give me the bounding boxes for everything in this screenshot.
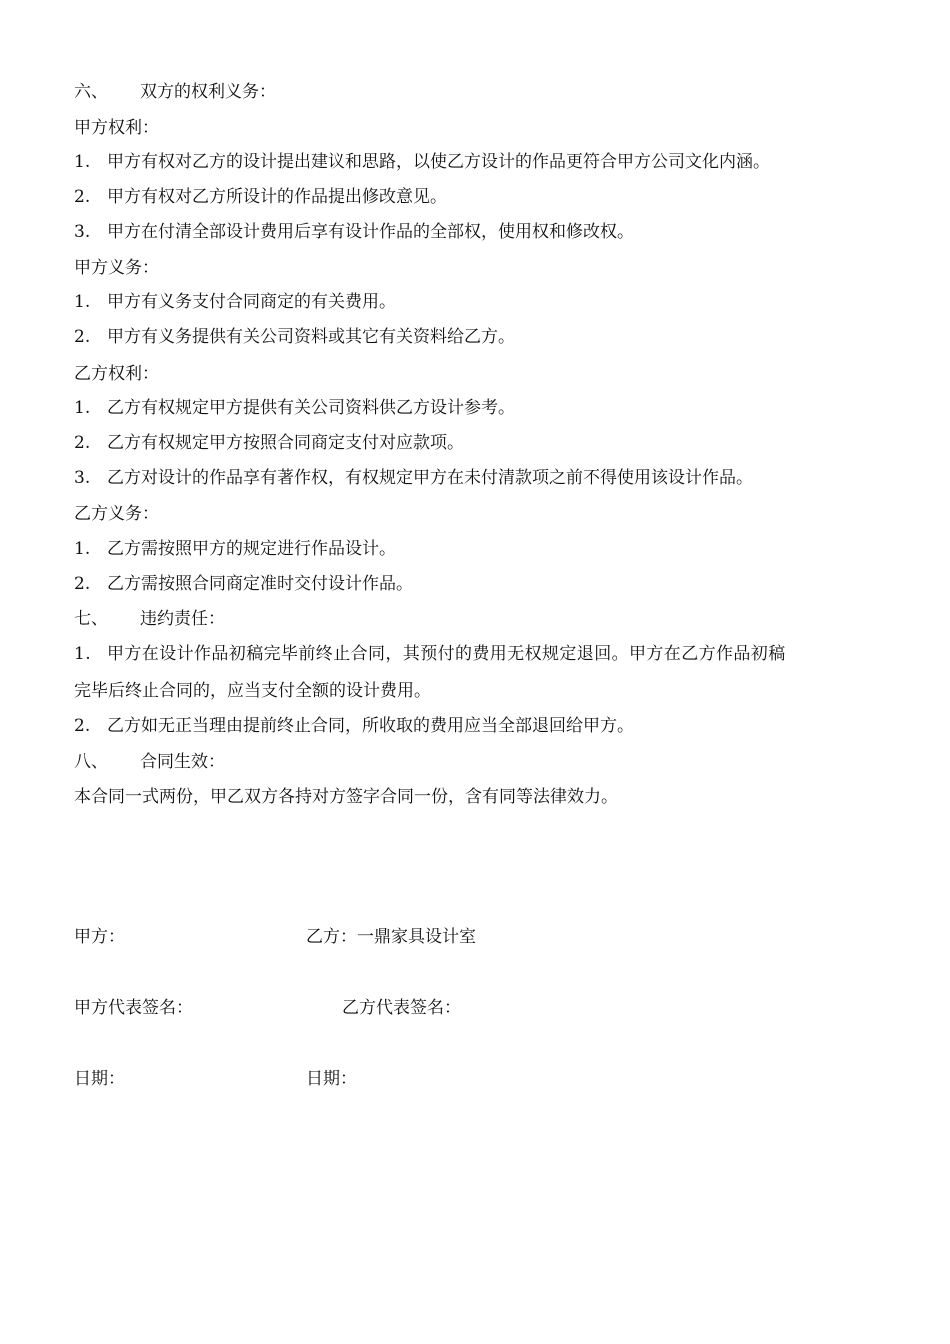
item-number: 1. [74,152,91,172]
item-text: 乙方有权规定甲方提供有关公司资料供乙方设计参考。 [107,398,515,418]
item-number: 2. [74,433,91,453]
list-item [74,290,396,314]
item-number: 3. [74,468,91,488]
party-b-label: 乙方：一鼎家具设计室 [306,927,476,947]
list-item [74,431,464,455]
item-text: 乙方需按照合同商定准时交付设计作品。 [107,574,413,594]
item-text: 乙方需按照甲方的规定进行作品设计。 [107,539,396,559]
section-6-heading [74,80,276,104]
party-b-date: 日期： [306,1069,357,1089]
item-number: 1. [74,292,91,312]
section-title: 违约责任： [140,609,225,629]
item-number: 1. [74,539,91,559]
item-text: 乙方如无正当理由提前终止合同，所收取的费用应当全部退回给甲方。 [107,716,634,736]
item-number: 3. [74,222,91,242]
item-text: 甲方有权对乙方所设计的作品提出修改意见。 [107,187,447,207]
section-number: 八、 [74,752,108,772]
list-item [74,537,396,561]
item-number: 2. [74,187,91,207]
section-8-heading [74,750,225,774]
list-item [74,466,753,490]
list-item [74,572,413,596]
item-text: 乙方对设计的作品享有著作权，有权规定甲方在未付清款项之前不得使用该设计作品。 [107,468,753,488]
party-a-rep-signature: 甲方代表签名： [74,998,193,1018]
party-a-rights-heading: 甲方权利： [74,118,159,138]
item-text: 甲方在设计作品初稿完毕前终止合同，其预付的费用无权规定退回。甲方在乙方作品初稿 [107,644,786,664]
section-7-heading [74,607,225,631]
item-number: 2. [74,574,91,594]
item-text: 甲方有权对乙方的设计提出建议和思路，以使乙方设计的作品更符合甲方公司文化内涵。 [107,152,770,172]
item-text: 甲方有义务提供有关公司资料或其它有关资料给乙方。 [107,327,515,347]
section-number: 七、 [74,609,108,629]
party-b-duties-heading: 乙方义务： [74,504,159,524]
item-number: 2. [74,716,91,736]
list-item [74,185,447,209]
party-b-rep-signature: 乙方代表签名： [342,998,461,1018]
party-a-label: 甲方： [74,927,125,947]
list-item [74,642,786,666]
section-title: 合同生效： [140,752,225,772]
item-text: 甲方在付清全部设计费用后享有设计作品的全部权，使用权和修改权。 [107,222,634,242]
section-title: 双方的权利义务： [140,82,276,102]
list-item [74,714,634,738]
section-number: 六、 [74,82,108,102]
item-number: 1. [74,644,92,664]
list-item [74,150,770,174]
item-number: 2. [74,327,91,347]
party-a-date: 日期： [74,1069,125,1089]
item-text: 乙方有权规定甲方按照合同商定支付对应款项。 [107,433,464,453]
list-item [74,396,515,420]
section-8-text: 本合同一式两份，甲乙双方各持对方签字合同一份，含有同等法律效力。 [74,787,618,807]
party-a-duties-heading: 甲方义务： [74,258,159,278]
list-item [74,325,515,349]
item-number: 1. [74,398,91,418]
list-item [74,220,634,244]
item-text: 甲方有义务支付合同商定的有关费用。 [107,292,396,312]
party-b-rights-heading: 乙方权利： [74,364,159,384]
list-item-continuation: 完毕后终止合同的，应当支付全额的设计费用。 [74,681,431,701]
